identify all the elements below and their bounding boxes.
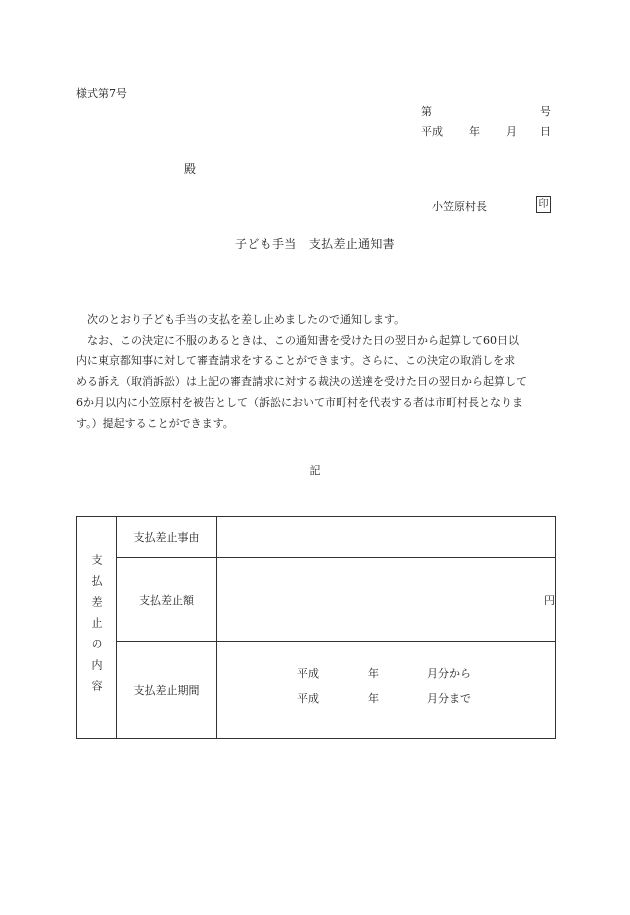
body-line: 6か月以内に小笠原村を被告として（訴訟において市町村を代表する者は市町村長となりま — [76, 395, 523, 409]
period-from-month: 月分から — [427, 667, 471, 680]
reason-label: 支払差止事由 — [117, 517, 217, 558]
body-line: 内に東京都知事に対して審査請求をすることができます。さらに、この決定の取消しを求 — [76, 354, 516, 368]
period-from-era: 平成 — [297, 667, 319, 680]
amount-value[interactable] — [217, 558, 556, 642]
ki-heading: 記 — [309, 464, 321, 477]
date-day-label: 日 — [540, 125, 551, 138]
period-to-year: 年 — [368, 692, 379, 705]
table-row — [77, 642, 556, 739]
date-era: 平成 — [421, 125, 443, 138]
reason-value[interactable] — [217, 517, 556, 558]
period-label: 支払差止期間 — [117, 642, 217, 739]
amount-label: 支払差止額 — [117, 558, 217, 642]
yen-unit: 円 — [544, 593, 555, 607]
body-line: す。）提起することができます。 — [76, 416, 234, 430]
period-from-year: 年 — [368, 667, 379, 680]
period-line-to — [217, 690, 555, 715]
details-table — [76, 516, 556, 739]
side-label: 支払差止の内容 — [77, 517, 117, 739]
date-month-label: 月 — [506, 125, 517, 138]
body-line: める訴え（取消訴訟）は上記の審査請求に対する裁決の送達を受けた日の翌日から起算して — [76, 375, 527, 389]
document-number-prefix: 第 — [421, 105, 432, 118]
body-text — [76, 310, 554, 434]
document-title: 子ども手当 支払差止通知書 — [235, 237, 395, 251]
period-line-from — [217, 665, 555, 690]
period-value[interactable] — [217, 642, 556, 739]
date-year-label: 年 — [469, 125, 480, 138]
body-paragraph: 次のとおり子ども手当の支払を差し止めましたので通知します。 — [87, 313, 406, 326]
period-to-era: 平成 — [297, 692, 319, 705]
table-row — [77, 558, 556, 642]
body-paragraph: なお、この決定に不服のあるときは、この通知書を受けた日の翌日から起算して60日以 — [87, 333, 519, 347]
form-number: 様式第7号 — [76, 87, 127, 100]
document-number-suffix: 号 — [540, 105, 551, 118]
period-to-month: 月分まで — [427, 692, 471, 705]
issuer-name: 小笠原村長 — [432, 200, 487, 213]
table-row — [77, 517, 556, 558]
addressee-honorific: 殿 — [184, 162, 197, 176]
seal-mark: 印 — [536, 196, 551, 213]
